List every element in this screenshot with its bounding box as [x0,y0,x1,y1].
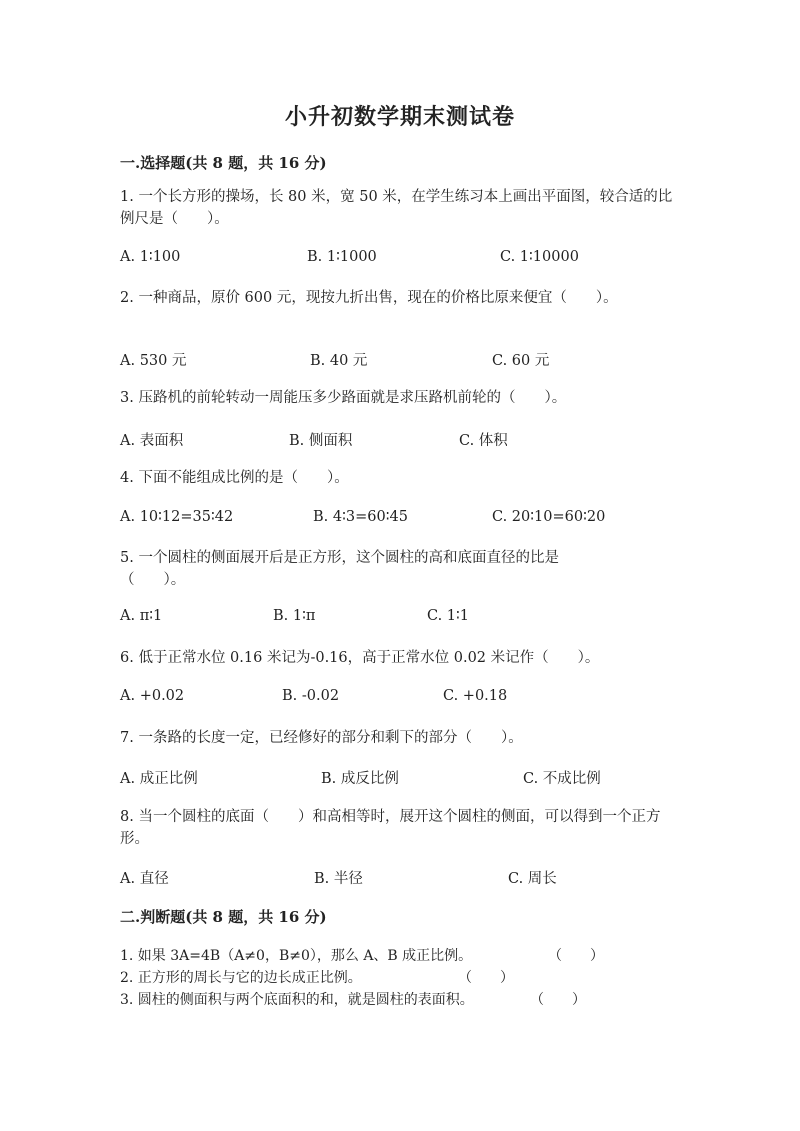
answer-paren-2[interactable]: （ ） [458,970,514,986]
option-b[interactable]: B. 40 元 [310,353,368,369]
option-b[interactable]: B. 侧面积 [289,433,353,449]
option-a[interactable]: A. 成正比例 [120,771,198,787]
question-3: 3. 压路机的前轮转动一周能压多少路面就是求压路机前轮的（ ）。 [120,390,567,406]
section-heading-judge: 二.判断题(共 8 题，共 16 分) [120,908,327,926]
option-c[interactable]: C. 1∶10000 [500,249,579,265]
option-c[interactable]: C. 20∶10=60∶20 [492,509,606,525]
option-c[interactable]: C. +0.18 [443,688,508,704]
option-c[interactable]: C. 60 元 [492,353,550,369]
option-b[interactable]: B. 成反比例 [321,771,399,787]
judge-item-1: 1. 如果 3A=4B（A≠0，B≠0），那么 A、B 成正比例。 [120,948,473,964]
answer-paren-3[interactable]: （ ） [530,992,586,1008]
option-a[interactable]: A. 1∶100 [120,249,181,265]
option-b[interactable]: B. 半径 [314,871,363,887]
section-heading-choice: 一.选择题(共 8 题，共 16 分) [120,154,327,172]
option-b[interactable]: B. 1∶1000 [307,249,377,265]
option-a[interactable]: A. 530 元 [120,353,187,369]
option-c[interactable]: C. 周长 [508,871,557,887]
question-6: 6. 低于正常水位 0.16 米记为-0.16，高于正常水位 0.02 米记作（ ）。 [120,650,600,666]
option-a[interactable]: A. 表面积 [120,433,184,449]
page-title: 小升初数学期末测试卷 [284,104,515,130]
judge-item-2: 2. 正方形的周长与它的边长成正比例。 [120,970,362,986]
option-b[interactable]: B. 1∶π [273,608,316,624]
question-4: 4. 下面不能组成比例的是（ ）。 [120,470,349,486]
judge-item-3: 3. 圆柱的侧面积与两个底面积的和，就是圆柱的表面积。 [120,992,474,1008]
option-a[interactable]: A. π∶1 [120,608,163,624]
option-b[interactable]: B. -0.02 [282,688,340,704]
question-5: 5. 一个圆柱的侧面展开后是正方形，这个圆柱的高和底面直径的比是（ ）。 [120,550,559,588]
question-8: 8. 当一个圆柱的底面（ ）和高相等时，展开这个圆柱的侧面，可以得到一个正方形。 [120,809,661,847]
question-1: 1. 一个长方形的操场，长 80 米，宽 50 米，在学生练习本上画出平面图，较合适的比例尺是（ ）。 [120,189,673,227]
option-a[interactable]: A. 直径 [120,871,169,887]
option-c[interactable]: C. 1∶1 [427,608,470,624]
option-c[interactable]: C. 体积 [459,433,508,449]
option-a[interactable]: A. 10∶12=35∶42 [120,509,234,525]
answer-paren-1[interactable]: （ ） [548,948,604,964]
question-7: 7. 一条路的长度一定，已经修好的部分和剩下的部分（ ）。 [120,730,523,746]
question-2: 2. 一种商品，原价 600 元，现按九折出售，现在的价格比原来便宜（ ）。 [120,290,618,306]
option-c[interactable]: C. 不成比例 [523,771,601,787]
option-b[interactable]: B. 4∶3=60∶45 [313,509,408,525]
option-a[interactable]: A. +0.02 [120,688,185,704]
